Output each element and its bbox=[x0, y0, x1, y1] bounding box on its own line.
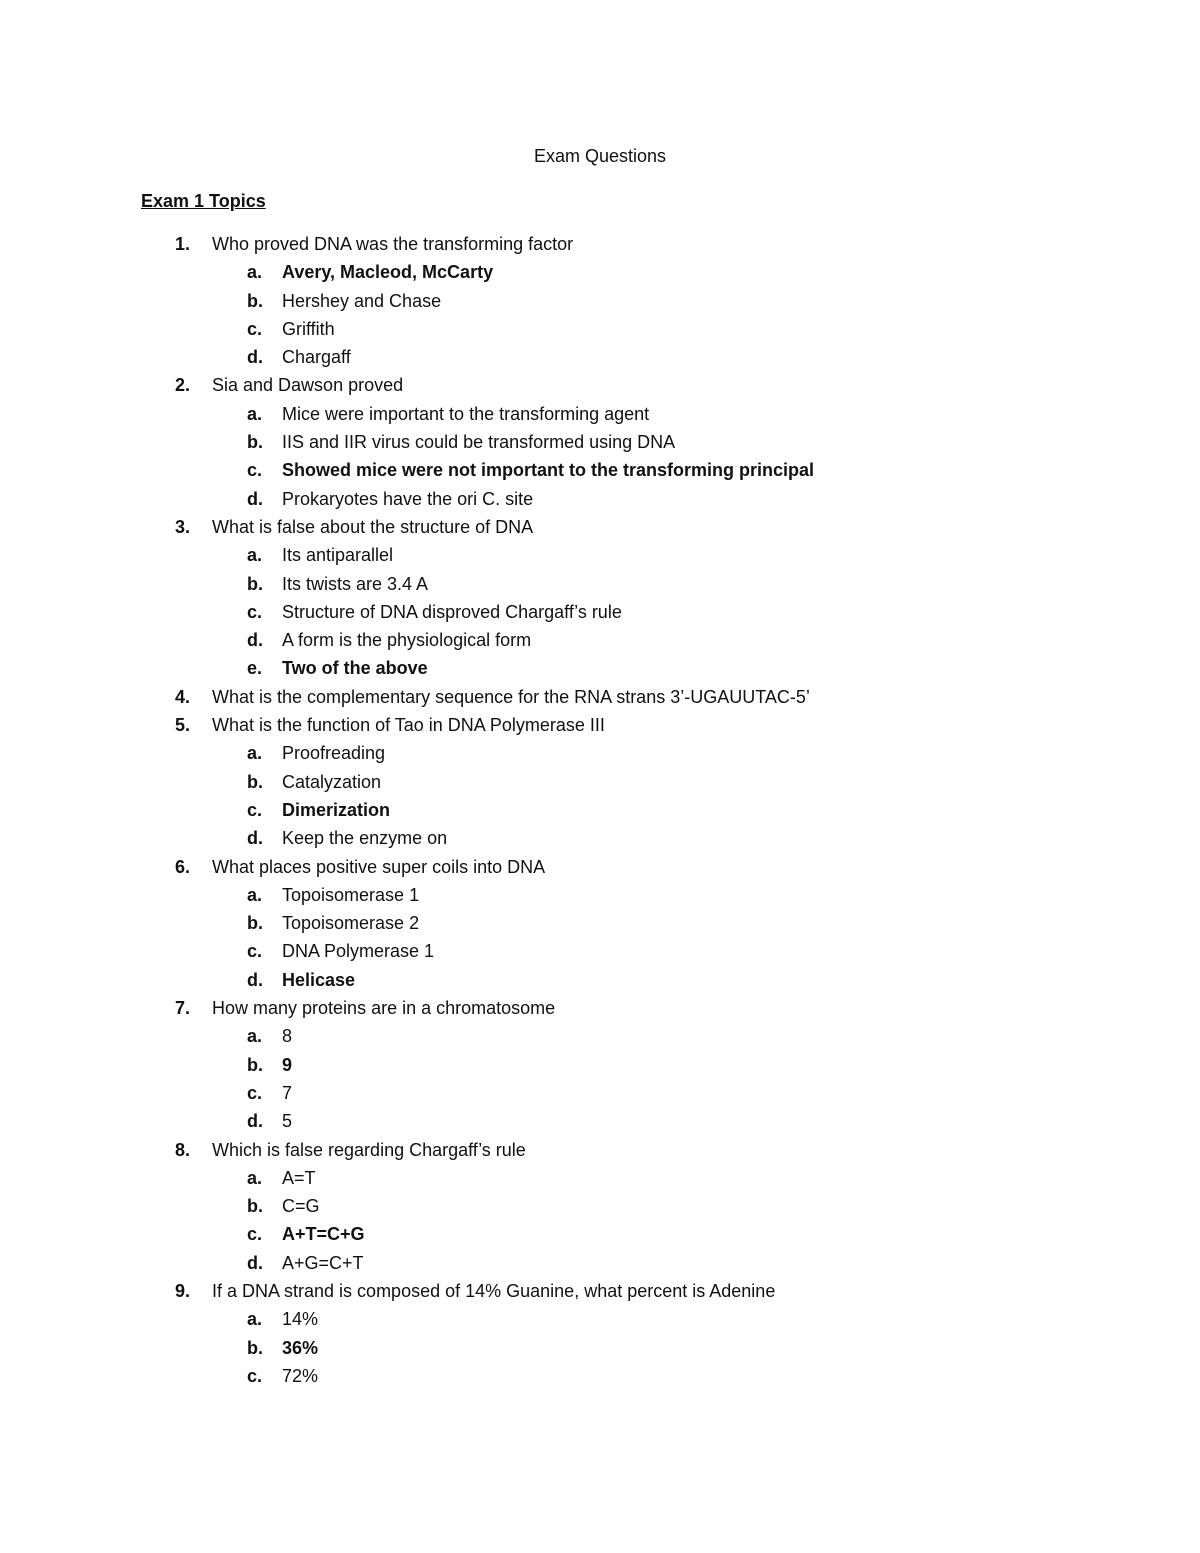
question-number: 2. bbox=[175, 375, 191, 396]
option-text-correct: 36% bbox=[282, 1337, 319, 1358]
option-text: Proofreading bbox=[282, 743, 386, 764]
option-text: A=T bbox=[282, 1167, 316, 1188]
option-text: Mice were important to the transforming agent bbox=[282, 403, 650, 424]
option-text: A form is the physiological form bbox=[282, 630, 532, 651]
option-text: Topoisomerase 2 bbox=[282, 913, 420, 934]
question-number: 8. bbox=[175, 1139, 191, 1160]
question-number: 5. bbox=[175, 715, 191, 736]
question-number: 3. bbox=[175, 516, 191, 537]
question-number: 4. bbox=[175, 686, 191, 707]
question-text: What places positive super coils into DNA bbox=[212, 856, 546, 877]
option-letter: d. bbox=[247, 969, 263, 990]
option-letter: e. bbox=[247, 658, 263, 679]
option-letter: b. bbox=[247, 1054, 263, 1075]
option-text: Topoisomerase 1 bbox=[282, 884, 420, 905]
option-text: 5 bbox=[282, 1111, 293, 1132]
option-text-correct: Two of the above bbox=[282, 658, 428, 679]
question-text: Who proved DNA was the transforming factor bbox=[212, 234, 574, 254]
option-letter: b. bbox=[247, 290, 263, 311]
option-text: 7 bbox=[282, 1082, 293, 1103]
option-letter: a. bbox=[247, 743, 263, 764]
option-letter: c. bbox=[247, 601, 263, 622]
option-text: Prokaryotes have the ori C. site bbox=[282, 488, 534, 509]
option-letter: d. bbox=[247, 630, 263, 651]
option-letter: c. bbox=[247, 460, 263, 481]
question-number: 1. bbox=[175, 234, 191, 254]
option-letter: d. bbox=[247, 828, 263, 849]
option-text: IIS and IIR virus could be transformed using DNA bbox=[282, 432, 676, 453]
question-text: What is false about the structure of DNA bbox=[212, 516, 534, 537]
question-number: 6. bbox=[175, 856, 191, 877]
option-text: 14% bbox=[282, 1309, 319, 1330]
option-letter: b. bbox=[247, 1196, 263, 1217]
option-letter: a. bbox=[247, 1309, 263, 1330]
option-text: C=G bbox=[282, 1196, 320, 1217]
option-letter: d. bbox=[247, 1252, 263, 1273]
option-text-correct: Dimerization bbox=[282, 799, 391, 820]
option-text-correct: Avery, Macleod, McCarty bbox=[282, 262, 494, 283]
option-text: Its antiparallel bbox=[282, 545, 394, 566]
option-letter: c. bbox=[247, 1365, 263, 1386]
option-letter: b. bbox=[247, 432, 263, 453]
question-number: 7. bbox=[175, 998, 191, 1019]
option-text: Chargaff bbox=[282, 347, 351, 368]
option-text: Keep the enzyme on bbox=[282, 828, 448, 849]
option-letter: a. bbox=[247, 403, 263, 424]
option-letter: b. bbox=[247, 1337, 263, 1358]
option-text: DNA Polymerase 1 bbox=[282, 941, 435, 962]
option-letter: a. bbox=[247, 1026, 263, 1047]
question-text: Sia and Dawson proved bbox=[212, 375, 404, 396]
option-letter: b. bbox=[247, 573, 263, 594]
page-title: Exam Questions bbox=[533, 146, 667, 166]
option-text: Catalyzation bbox=[282, 771, 382, 792]
option-letter: b. bbox=[247, 771, 263, 792]
option-letter: d. bbox=[247, 488, 263, 509]
option-text-correct: A+T=C+G bbox=[282, 1224, 365, 1245]
option-letter: a. bbox=[247, 884, 263, 905]
question-text: If a DNA strand is composed of 14% Guanine, what percent is Adenine bbox=[212, 1280, 776, 1301]
option-letter: c. bbox=[247, 799, 263, 820]
option-letter: c. bbox=[247, 941, 263, 962]
option-letter: a. bbox=[247, 262, 263, 283]
option-text: A+G=C+T bbox=[282, 1252, 364, 1273]
option-text: 8 bbox=[282, 1026, 293, 1047]
option-text: Griffith bbox=[282, 318, 335, 339]
option-text-correct: 9 bbox=[282, 1054, 293, 1075]
option-letter: c. bbox=[247, 318, 263, 339]
option-text: Hershey and Chase bbox=[282, 290, 442, 311]
option-letter: c. bbox=[247, 1082, 263, 1103]
option-text: Its twists are 3.4 A bbox=[282, 573, 429, 594]
option-text: 72% bbox=[282, 1365, 319, 1386]
question-number: 9. bbox=[175, 1280, 191, 1301]
option-letter: b. bbox=[247, 913, 263, 934]
option-letter: d. bbox=[247, 1111, 263, 1132]
question-text: What is the function of Tao in DNA Polymerase III bbox=[212, 715, 605, 736]
question-text: Which is false regarding Chargaff’s rule bbox=[212, 1139, 526, 1160]
question-text: How many proteins are in a chromatosome bbox=[212, 998, 556, 1019]
option-text-correct: Showed mice were not important to the transforming principal bbox=[282, 460, 815, 481]
option-letter: d. bbox=[247, 347, 263, 368]
option-letter: a. bbox=[247, 1167, 263, 1188]
option-letter: a. bbox=[247, 545, 263, 566]
section-heading: Exam 1 Topics bbox=[141, 191, 266, 211]
option-letter: c. bbox=[247, 1224, 263, 1245]
question-text: What is the complementary sequence for the RNA strans 3’-UGAUUTAC-5’ bbox=[212, 686, 810, 707]
option-text-correct: Helicase bbox=[282, 969, 356, 990]
option-text: Structure of DNA disproved Chargaff’s rule bbox=[282, 601, 622, 622]
